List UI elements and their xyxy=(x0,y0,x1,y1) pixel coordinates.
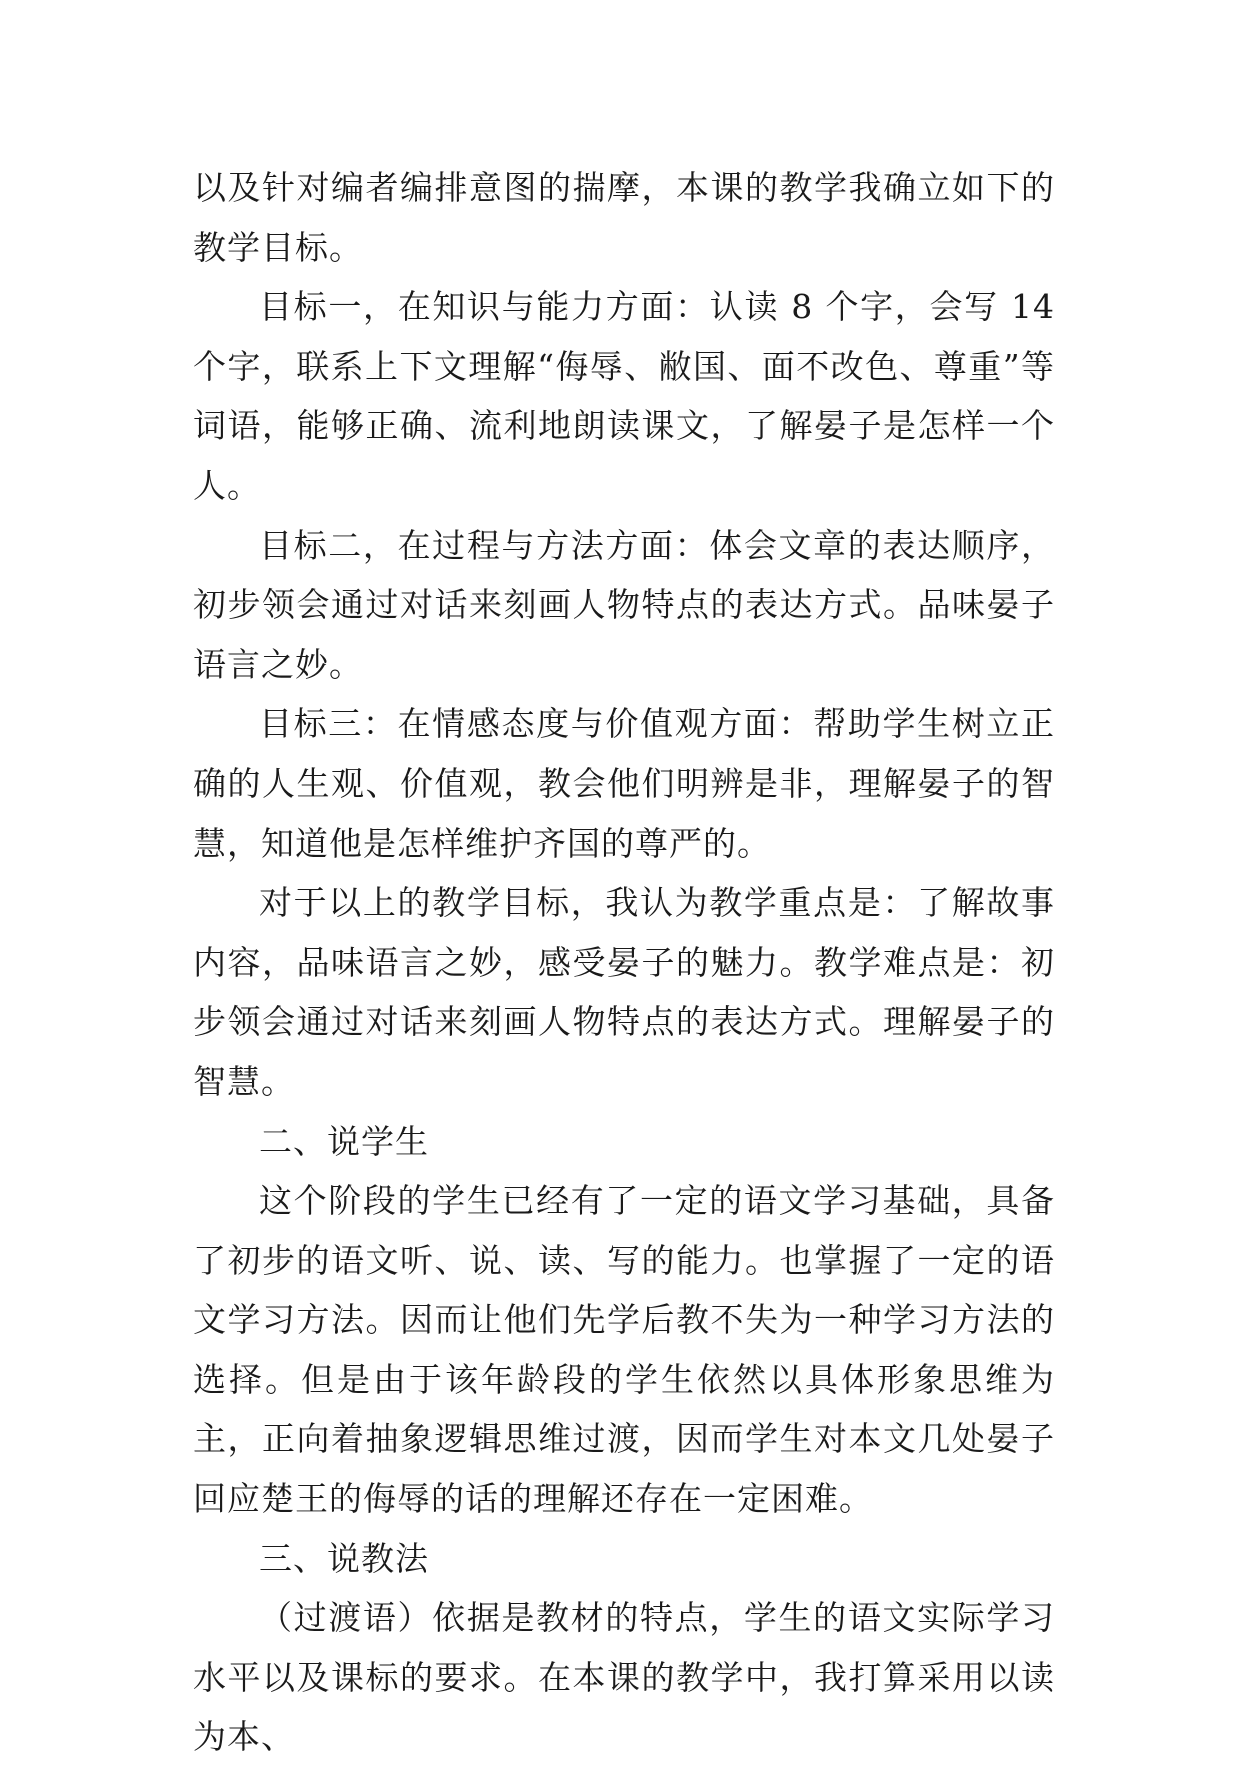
section-heading-methods: 三、说教法 xyxy=(259,1538,429,1578)
document-body xyxy=(193,158,1055,1767)
paragraph-methods: （过渡语）依据是教材的特点，学生的语文实际学习水平以及课标的要求。在本课的教学中，我打算采用以读为本、 xyxy=(193,1598,1055,1757)
paragraph-students: 这个阶段的学生已经有了一定的语文学习基础，具备了初步的语文听、说、读、写的能力。也掌握了一定的语文学习方法。因而让他们先学后教不失为一种学习方法的选择。但是由于该年龄段的学生依然以具体形象思维为主，正向着抽象逻辑思维过渡，因而学生对本文几处晏子回应楚王的侮辱的话的理解还存在一定困难。 xyxy=(193,1181,1055,1519)
paragraph-goal-one: 目标一，在知识与能力方面：认读 8 个字，会写 14 个字，联系上下文理解“侮辱、敝国、面不改色、尊重”等词语，能够正确、流利地朗读课文，了解晏子是怎样一个人。 xyxy=(193,287,1055,505)
paragraph-goal-three: 目标三：在情感态度与价值观方面：帮助学生树立正确的人生观、价值观，教会他们明辨是非，理解晏子的智慧，知道他是怎样维护齐国的尊严的。 xyxy=(193,704,1055,863)
section-heading-students: 二、说学生 xyxy=(259,1121,429,1161)
paragraph-goal-two: 目标二，在过程与方法方面：体会文章的表达顺序，初步领会通过对话来刻画人物特点的表达方式。品味晏子语言之妙。 xyxy=(193,525,1055,684)
paragraph-continuation: 以及针对编者编排意图的揣摩，本课的教学我确立如下的教学目标。 xyxy=(193,168,1055,267)
paragraph-key-points: 对于以上的教学目标，我认为教学重点是：了解故事内容，品味语言之妙，感受晏子的魅力。教学难点是：初步领会通过对话来刻画人物特点的表达方式。理解晏子的智慧。 xyxy=(193,883,1055,1101)
